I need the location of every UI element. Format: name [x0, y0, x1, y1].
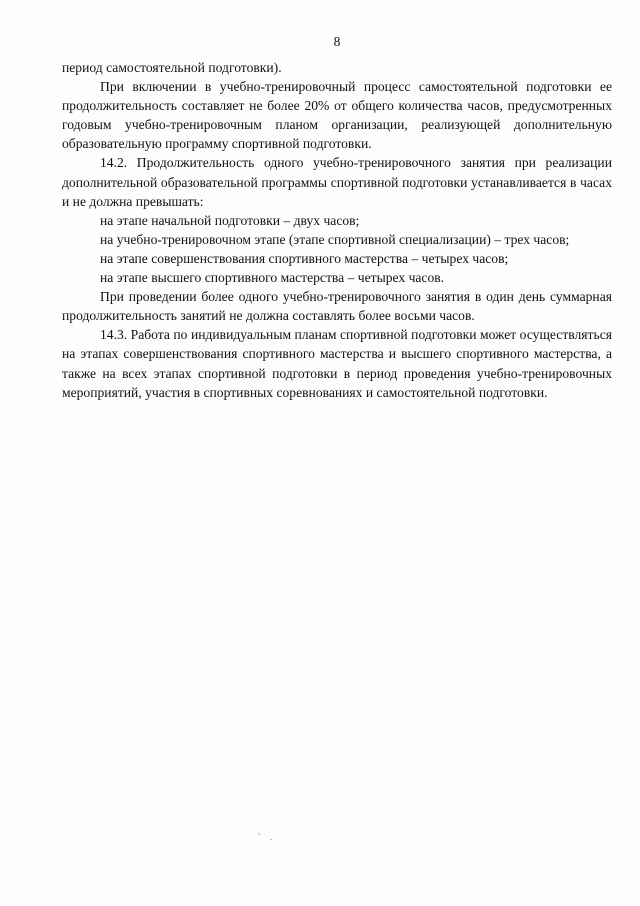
list-item-training-stage: на учебно-тренировочном этапе (этапе спортивной специализации) – трех часов; [100, 231, 570, 247]
paragraph-14-2: 14.2. Продолжительность одного учебно-тренировочного занятия при реализации дополнительной образовательной программы спортивной подготовки устанавливается в часах и не должна превышать: [62, 155, 612, 209]
page-number: 8 [333, 34, 341, 49]
scan-speck: , [258, 826, 261, 836]
list-item-higher-stage: на этапе высшего спортивного мастерства – четырех часов. [100, 270, 445, 286]
document-body [62, 58, 612, 402]
paragraph-continuation: период самостоятельной подготовки). [62, 60, 282, 75]
list-item-improvement-stage: на этапе совершенствования спортивного мастерства – четырех часов; [100, 250, 509, 266]
scan-speck: . [270, 832, 273, 842]
list-item-initial-stage: на этапе начальной подготовки – двух часов; [100, 212, 360, 228]
paragraph-daily-limit: При проведении более одного учебно-тренировочного занятия в один день суммарная продолжительность занятий не должна составлять более восьми часов. [62, 289, 612, 324]
paragraph-self-preparation: При включении в учебно-тренировочный процесс самостоятельной подготовки ее продолжительность составляет не более 20% от общего количества часов, предусмотренных годовым учебно-тренировочным планом организации, реализующей дополнительную образовательную программу спортивной подготовки. [62, 79, 612, 152]
paragraph-14-3: 14.3. Работа по индивидуальным планам спортивной подготовки может осуществляться на этапах совершенствования спортивного мастерства и высшего спортивного мастерства, а также на всех этапах спортивной подготовки в период проведения учебно-тренировочных мероприятий, участия в спортивных соревнованиях и самостоятельной подготовки. [62, 327, 612, 400]
